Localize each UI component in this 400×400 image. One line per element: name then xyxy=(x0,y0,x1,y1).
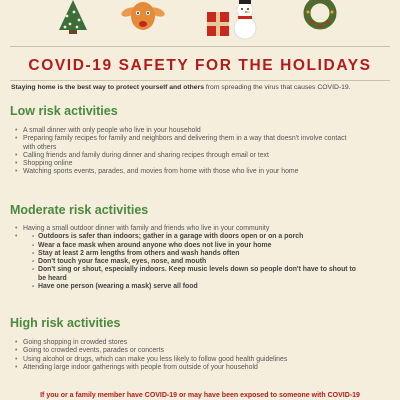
low-risk-list xyxy=(12,127,352,177)
list-item: • Having a small outdoor dinner with family and friends who live in your community xyxy=(12,225,357,233)
christmas-tree-icon xyxy=(52,0,94,36)
list-item: • Watching sports events, parades, and movies from home with those who live in your home xyxy=(12,168,352,176)
sub-list-item: - Don't sing or shout, especially indoors. Keep music levels down so people don't have to shout to be heard xyxy=(32,266,357,283)
list-item: • Attending large indoor gatherings with people from outside of your household xyxy=(12,364,352,372)
divider xyxy=(10,80,390,81)
footer-text: If you or a family member have COVID-19 or may have been exposed to someone with COVID-19 xyxy=(40,392,360,399)
divider xyxy=(10,46,390,47)
sub-list-item: - Have one person (wearing a mask) serve all food xyxy=(32,283,357,291)
section-title-high-risk: High risk activities xyxy=(10,316,121,330)
sub-list-item: - Wear a face mask when around anyone who does not live in your home xyxy=(32,242,357,250)
list-item: • Using alcohol or drugs, which can make you less likely to follow good health guidelines xyxy=(12,356,352,364)
section-title-moderate-risk: Moderate risk activities xyxy=(10,203,149,217)
wreath-icon xyxy=(298,0,342,34)
section-title-low-risk: Low risk activities xyxy=(10,104,118,118)
intro-text xyxy=(11,84,396,91)
list-item: • A small dinner with only people who live in your household xyxy=(12,127,352,135)
header-icons xyxy=(0,0,400,44)
list-item: • Going shopping in crowded stores xyxy=(12,339,352,347)
sub-list-item: - Don't touch your face mask, eyes, nose, and mouth xyxy=(32,258,357,266)
intro-bold: Staying home is the best way to protect yourself and others xyxy=(11,84,204,91)
intro-rest: from spreading the virus that causes COVID-19. xyxy=(204,84,351,91)
high-risk-list xyxy=(12,339,352,372)
moderate-risk-list xyxy=(12,225,357,291)
sub-list-item: - • Outdoors is safer than indoors; gather in a garage with doors open or on a porch xyxy=(32,233,357,241)
list-item: • Calling friends and family during dinner and sharing recipes through email or text xyxy=(12,152,352,160)
reindeer-icon xyxy=(118,0,168,34)
gifts-snowman-icon xyxy=(205,0,265,40)
list-item: • Preparing family recipes for family and neighbors and delivering them in a way that doesn't involve contact with others xyxy=(12,135,352,152)
list-item: • Going to crowded events, parades or concerts xyxy=(12,347,352,355)
sub-list-item: - Stay at least 2 arm lengths from others and wash hands often xyxy=(32,250,357,258)
sub-list xyxy=(12,233,357,291)
list-item: • Shopping online xyxy=(12,160,352,168)
page-title: COVID-19 SAFETY FOR THE HOLIDAYS xyxy=(28,57,372,74)
